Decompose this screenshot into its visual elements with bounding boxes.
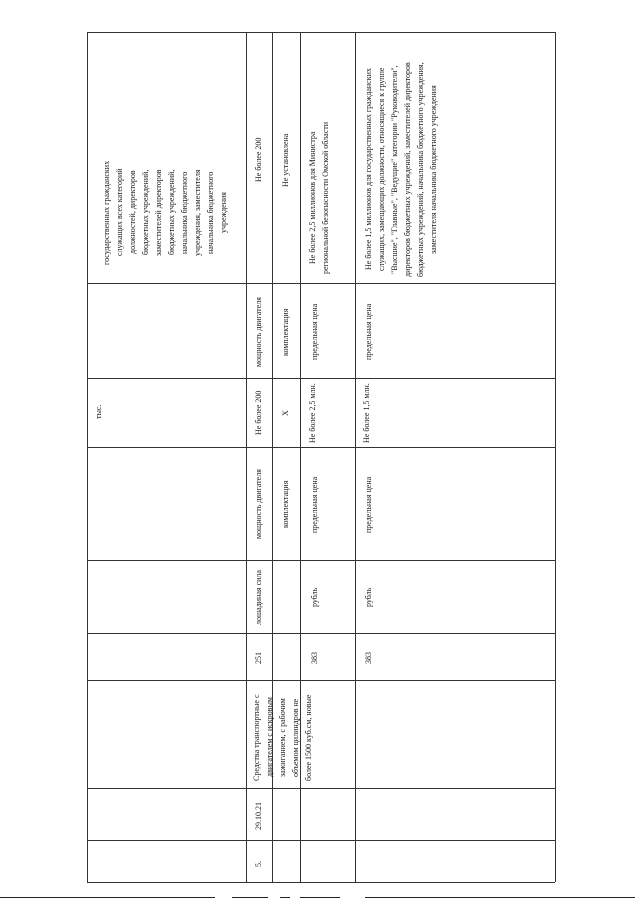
table-colline-1 — [87, 283, 555, 284]
characteristic: предельная цена — [364, 476, 373, 533]
okei-code: 383 — [310, 652, 319, 664]
characteristic-2: мощность двигателя — [254, 297, 263, 367]
table-colline-8 — [87, 840, 555, 841]
value: Не более 200 — [254, 390, 263, 436]
table-border-right — [555, 32, 556, 882]
table-colline-7 — [87, 788, 555, 789]
value-2: Не установлена — [281, 133, 290, 187]
table-colline-5 — [87, 633, 555, 634]
table-border-bottom — [87, 882, 555, 883]
characteristic-2: предельная цена — [364, 303, 373, 361]
row-number: 5. — [254, 861, 263, 867]
product-name: Средства транспортные с двигателем с искровым зажиганием, с рабочим объемом цилиндров не более 1500 куб.см, новые — [252, 694, 313, 781]
table-colline-3 — [87, 447, 555, 448]
value: X — [281, 410, 290, 416]
scan-edge-line — [232, 897, 268, 898]
unit-header-cell: тыс. — [94, 404, 103, 420]
table-colline-2 — [87, 378, 555, 379]
table-border-top — [87, 32, 555, 33]
scan-edge-line — [280, 897, 290, 898]
characteristic-2: комплектация — [281, 308, 290, 356]
value-2: Не более 1,5 миллионов для государственных гражданских служащих, замещающих должности, относящиеся к группе "Высшие", "Главные", "Ведущие" категории "Руководители", директоров бюджетных учреждений, заместителей директоров бюджетных учреждений, начальника бюджетного учреждения, заместителя начальника бюджетного учреждения — [364, 62, 438, 277]
okei-name: рубль — [364, 587, 373, 608]
scan-edge-line — [300, 897, 340, 898]
scan-edge-line — [365, 897, 635, 898]
table-rowline-1 — [246, 32, 247, 882]
table-colline-4 — [87, 560, 555, 561]
value-2: Не более 2,5 миллионов для Министра региональной безопасности Омской области — [308, 121, 330, 274]
table-border-left — [87, 32, 88, 882]
characteristic-2: предельная цена — [310, 303, 319, 361]
okei-code: 383 — [364, 652, 373, 664]
table-rowline-4 — [355, 32, 356, 882]
value-2: Не более 200 — [254, 137, 263, 183]
table-colline-6 — [87, 680, 555, 681]
okei-name: рубль — [310, 587, 319, 608]
value: Не более 2,5 млн. — [308, 383, 317, 443]
okei-code: 251 — [254, 652, 263, 664]
characteristic: комплектация — [281, 480, 290, 529]
okei-name: лошадиная сила — [254, 570, 263, 625]
approved-header-cell: государственных гражданских служащих всех категорий должностей, директоров бюджетных учреждений, заместителей директоров бюджетных учреждений, начальника бюджетного учреждения, заместителя начальника бюджетного учреждения — [102, 160, 228, 265]
okpd-code: 29.10.21 — [254, 802, 263, 830]
characteristic: мощность двигателя — [254, 469, 263, 540]
scan-edge-line — [0, 897, 215, 898]
characteristic: предельная цена — [310, 476, 319, 533]
value: Не более 1,5 млн. — [362, 383, 371, 443]
